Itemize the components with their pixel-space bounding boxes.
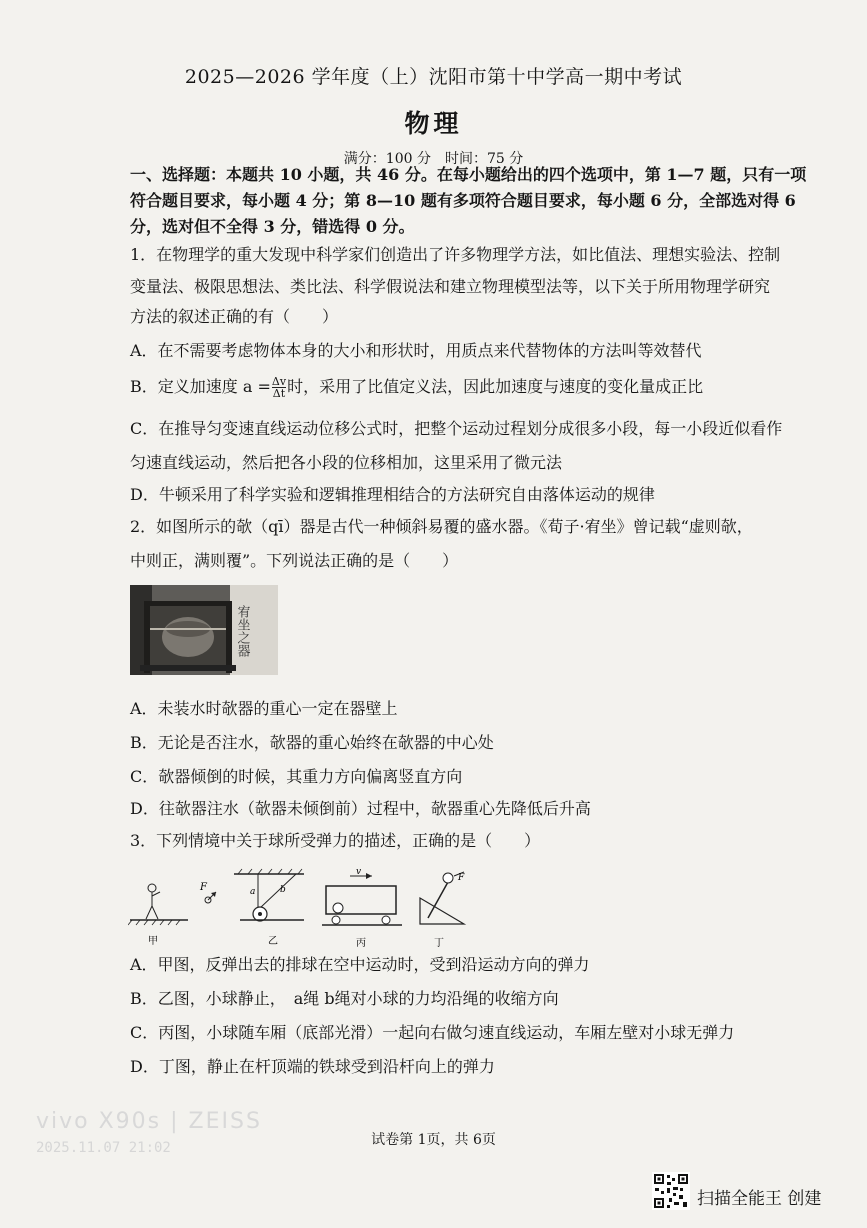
figure-jia: [128, 882, 216, 947]
page-number: 试卷第 1页，共 6页: [371, 1132, 496, 1148]
velocity-label: v: [356, 868, 362, 877]
q1-option-a: A．在不需要考虑物体本身的大小和形状时，用质点来代替物体的方法叫等效替代: [130, 341, 702, 360]
q3-option-d: D．丁图，静止在杆顶端的铁球受到沿杆向上的弹力: [130, 1057, 495, 1076]
qr-code-icon: [652, 1172, 690, 1210]
exam-title: 2025—2026 学年度（上）沈阳市第十中学高一期中考试: [184, 66, 683, 88]
q2-option-b: B．无论是否注水，欹器的重心始终在欹器的中心处: [130, 733, 494, 752]
q1-option-b: [130, 376, 703, 399]
scanner-credit: 扫描全能王 创建: [697, 1189, 822, 1209]
subject-title: 物理: [404, 109, 463, 138]
q1-stem-line-2: 变量法、极限思想法、类比法、科学假说法和建立物理模型法等，以下关于所用物理学研究: [130, 277, 771, 296]
acceleration-fraction: [272, 376, 286, 399]
q1-option-c-line-1: C．在推导匀变速直线运动位移公式时，把整个运动过程划分成很多小段，每一小段近似看作: [130, 419, 783, 438]
rope-b-label: b: [280, 885, 286, 895]
figure-label-bing: 丙: [356, 938, 366, 948]
q3-option-c: C．丙图，小球随车厢（底部光滑）一起向右做匀速直线运动，车厢左壁对小球无弹力: [130, 1023, 735, 1042]
q2-option-c: C．欹器倾倒的时候，其重力方向偏离竖直方向: [130, 767, 463, 786]
q3-option-a: A．甲图，反弹出去的排球在空中运动时，受到沿运动方向的弹力: [130, 955, 590, 974]
camera-watermark: vivo X90s | ZEISS: [36, 1109, 262, 1134]
q1-option-c-line-2: 匀速直线运动，然后把各小段的位移相加，这里采用了微元法: [130, 453, 563, 472]
figure-label-ding: 丁: [434, 938, 444, 948]
photo-caption: 宥坐之器: [234, 605, 250, 657]
section-heading-line-2: 符合题目要求，每小题 4 分；第 8—10 题有多项符合题目要求，每小题 6 分，全部选对得 6: [130, 191, 796, 210]
figure-label-yi: 乙: [268, 936, 278, 947]
q2-stem-line-1: 2．如图所示的欹（qī）器是古代一种倾斜易覆的盛水器。《荀子·宥坐》曾记载“虚则欹，: [130, 517, 753, 536]
q3-stem: 3．下列情境中关于球所受弹力的描述，正确的是（ ）: [130, 831, 541, 850]
q1-stem-line-3: 方法的叙述正确的有（ ）: [130, 307, 339, 326]
jia-force-label: F: [200, 882, 207, 893]
q1-option-d: D．牛顿采用了科学实验和逻辑推理相结合的方法研究自由落体运动的规律: [130, 485, 655, 504]
figure-label-jia: 甲: [148, 936, 158, 947]
fraction-denominator: Δt: [272, 387, 286, 400]
q2-stem-line-2: 中则正，满则覆”。下列说法正确的是（ ）: [130, 551, 459, 570]
q3-option-b: B．乙图，小球静止， a绳 b绳对小球的力均沿绳的收缩方向: [130, 989, 559, 1008]
q3-figures: [128, 868, 468, 948]
q1-option-b-suffix: 时，采用了比值定义法，因此加速度与速度的变化量成正比: [287, 377, 704, 396]
figure-bing: [322, 868, 402, 948]
section-heading-line-3: 分，选对但不全得 3 分，错选得 0 分。: [130, 217, 415, 236]
section-heading-line-1: 一、选择题：本题共 10 小题，共 46 分。在每小题给出的四个选项中，第 1—7 题，只有一项: [130, 165, 807, 184]
score-time-info: 满分：100 分 时间：75 分: [343, 151, 524, 167]
q2-option-a: A．未装水时欹器的重心一定在器壁上: [130, 699, 398, 718]
q2-option-d: D．往欹器注水（欹器未倾倒前）过程中，欹器重心先降低后升高: [130, 799, 591, 818]
figure-ding: [420, 872, 465, 948]
fraction-numerator: Δv: [271, 375, 287, 388]
rope-a-label: a: [250, 887, 256, 897]
figure-yi: [234, 869, 304, 947]
qi-vessel-photo: [130, 585, 278, 675]
q1-option-b-prefix: B．定义加速度 a =: [130, 377, 271, 396]
q1-stem-line-1: 1．在物理学的重大发现中科学家们创造出了许多物理学方法，如比值法、理想实验法、控制: [130, 245, 781, 264]
ding-force-label: F: [458, 873, 465, 883]
camera-watermark-date: 2025.11.07 21:02: [36, 1140, 171, 1156]
